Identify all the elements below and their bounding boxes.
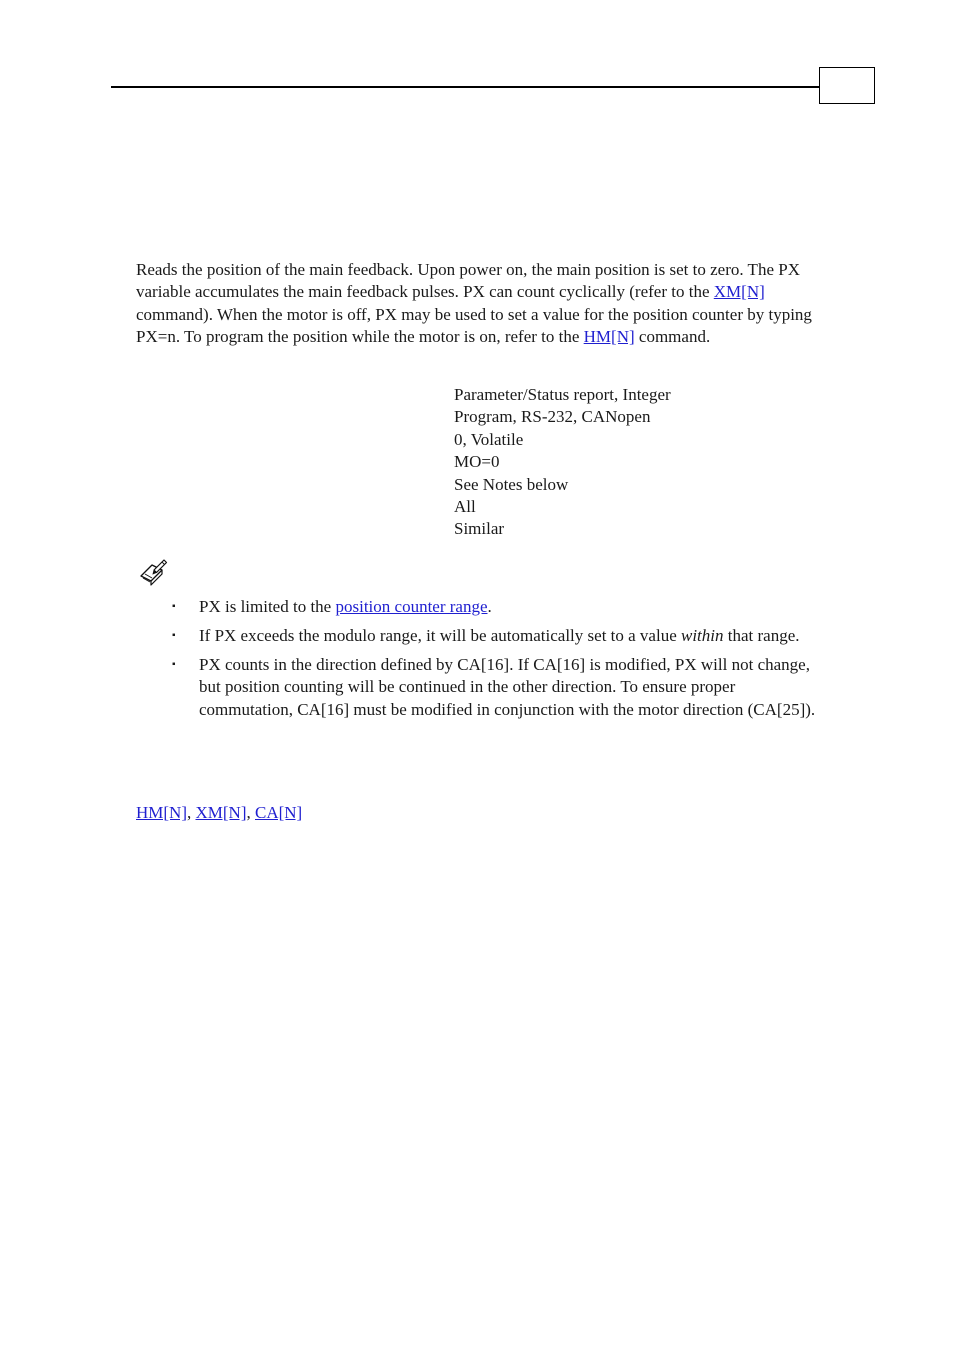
see-also-hm-link[interactable]: HM[N]	[136, 803, 187, 822]
note-text: PX counts in the direction defined by CA[16]. If CA[16] is modified, PX will not change, but position counting will be continued in the other direction. To ensure proper commutation, CA[16] must be modified in conjunction with the motor direction (CA[25]).	[199, 654, 816, 719]
attribute-source: Program, RS-232, CANopen	[454, 407, 651, 427]
attribute-restriction: MO=0	[454, 452, 500, 472]
bullet: ▪	[172, 658, 176, 670]
attribute-default: 0, Volatile	[454, 429, 524, 449]
list-item	[170, 625, 826, 647]
attributes-list	[454, 384, 671, 541]
see-also-xm-link[interactable]: XM[N]	[195, 803, 247, 822]
attribute-range: See Notes below	[454, 474, 569, 494]
note-text: .	[487, 597, 492, 616]
bullet: ▪	[172, 601, 176, 612]
note-emphasis: within	[681, 625, 724, 645]
xm-link[interactable]: XM[N]	[713, 282, 765, 302]
description-text-3: command.	[634, 327, 711, 347]
list-item	[170, 654, 826, 721]
note-text: If PX exceeds the modulo range, it will be automatically set to a value	[199, 625, 681, 645]
description	[136, 259, 826, 349]
note-text: that range.	[723, 625, 800, 645]
separator: ,	[187, 803, 196, 822]
position-counter-range-link[interactable]: position counter range	[335, 597, 488, 616]
list-item	[170, 596, 826, 618]
see-also	[136, 802, 302, 824]
description-text-1: Reads the position of the main feedback. Upon power on, the main position is set to zero. The PX variable accumulates the main feedback pulses. PX can count cyclically (refer to the	[136, 260, 800, 302]
bullet: ▪	[172, 629, 176, 641]
note-pen-icon	[138, 557, 168, 587]
separator: ,	[246, 803, 255, 822]
notes-list	[170, 596, 826, 728]
page-number-box	[819, 67, 875, 104]
description-text-2: command). When the motor is off, PX may be used to set a value for the position counter by typing PX=n. To program the position while the motor is on, refer to the	[136, 304, 812, 347]
attribute-compat: Similar	[454, 519, 505, 539]
see-also-ca-link[interactable]: CA[N]	[255, 803, 303, 822]
attribute-units: All	[454, 497, 476, 517]
hm-link[interactable]: HM[N]	[583, 327, 635, 347]
note-text: PX is limited to the	[199, 597, 336, 616]
attribute-type: Parameter/Status report, Integer	[454, 385, 671, 404]
header-rule	[111, 86, 820, 88]
